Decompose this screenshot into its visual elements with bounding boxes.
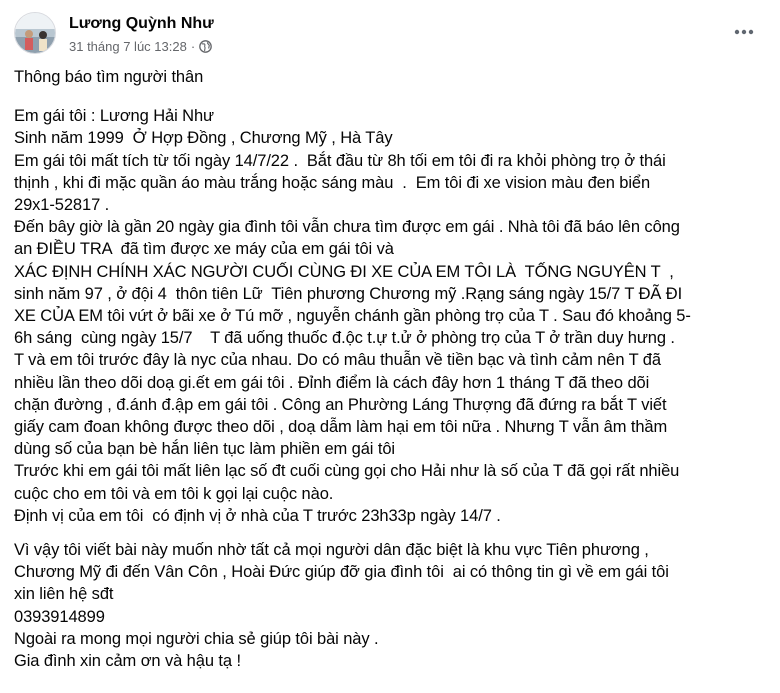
post-body bbox=[14, 66, 766, 672]
post-timestamp[interactable]: 31 tháng 7 lúc 13:28 bbox=[69, 39, 187, 54]
post-line: 29x1-52817 . bbox=[14, 196, 110, 215]
post-line: xin liên hệ sđt bbox=[14, 585, 114, 604]
phone-number[interactable]: 0393914899 bbox=[14, 607, 105, 626]
post-header bbox=[14, 12, 766, 58]
more-options-icon[interactable] bbox=[732, 20, 756, 44]
post-meta bbox=[69, 39, 212, 54]
post-line: XE CỦA EM tôi vứt ở bãi xe ở Tú mỡ , nguyễn chánh gần phòng trọ của T . Sau đó khoảng 5- bbox=[14, 307, 691, 326]
post-line: Thông báo tìm người thân bbox=[14, 68, 204, 86]
post-line: Gia đình xin cảm ơn và hậu tạ ! bbox=[14, 652, 241, 671]
post-line: T và em tôi trước đây là nyc của nhau. Do có mâu thuẫn về tiền bạc và tình cảm nên T đã bbox=[14, 351, 661, 370]
post-line: Đến bây giờ là gần 20 ngày gia đình tôi vẫn chưa tìm được em gái . Nhà tôi đã báo lên công bbox=[14, 218, 680, 237]
author-name[interactable]: Lương Quỳnh Như bbox=[69, 15, 214, 32]
post-line: Chương Mỹ đi đến Vân Côn , Hoài Đức giúp đỡ gia đình tôi ai có thông tin gì về em gái tôi bbox=[14, 563, 669, 582]
globe-icon[interactable] bbox=[199, 40, 212, 53]
post-line: Trước khi em gái tôi mất liên lạc số đt cuối cùng gọi cho Hải như là số của T đã gọi rất nhiều bbox=[14, 462, 680, 481]
post-line: dùng số của bạn bè hắn liên tục làm phiền em gái tôi bbox=[14, 440, 395, 459]
post-line: XÁC ĐỊNH CHÍNH XÁC NGƯỜI CUỐI CÙNG ĐI XE CỦA EM TÔI LÀ TỐNG NGUYÊN T , bbox=[14, 262, 674, 281]
post-line: Định vị của em tôi có định vị ở nhà của T trước 23h33p ngày 14/7 . bbox=[14, 506, 501, 525]
post-line: giấy cam đoan không được theo dõi , doạ dẫm làm hại em tôi nữa . Nhưng T vẫn âm thầm bbox=[14, 418, 668, 437]
post-line: thịnh , khi đi mặc quần áo màu trắng hoặc sáng màu . Em tôi đi xe vision màu đen biển bbox=[14, 173, 651, 192]
post-line: sinh năm 97 , ở đội 4 thôn tiên Lữ Tiên phương Chương mỹ .Rạng sáng ngày 15/7 T ĐÃ ĐI bbox=[14, 284, 683, 303]
post-line: Ngoài ra mong mọi người chia sẻ giúp tôi bài này . bbox=[14, 629, 379, 648]
post-line: Vì vậy tôi viết bài này muốn nhờ tất cả mọi người dân đặc biệt là khu vực Tiên phương , bbox=[14, 541, 649, 560]
post-line: an ĐIỀU TRA đã tìm được xe máy của em gái tôi và bbox=[14, 240, 394, 259]
post-line: chặn đường , đ.ánh đ.ập em gái tôi . Công an Phường Láng Thượng đã đứng ra bắt T viết bbox=[14, 395, 667, 414]
post-line: Sinh năm 1999 Ở Hợp Đồng , Chương Mỹ , Hà Tây bbox=[14, 129, 393, 148]
post-line: cuộc cho em tôi và em tôi k gọi lại cuộc nào. bbox=[14, 484, 334, 503]
meta-separator: · bbox=[190, 39, 196, 54]
avatar[interactable] bbox=[14, 12, 56, 54]
post-line: Em gái tôi : Lương Hải Như bbox=[14, 107, 214, 126]
paragraph-gap bbox=[14, 88, 766, 105]
post-line: Em gái tôi mất tích từ tối ngày 14/7/22 . Bắt đầu từ 8h tối em tôi đi ra khỏi phòng trọ ở thái bbox=[14, 151, 666, 170]
paragraph-gap bbox=[14, 527, 766, 539]
post-line: nhiều lần theo dõi doạ gi.ết em gái tôi . Đỉnh điểm là cách đây hơn 1 tháng T đã theo dõi bbox=[14, 373, 650, 392]
post-line: 6h sáng cùng ngày 15/7 T đã uống thuốc đ.ộc t.ự t.ử ở phòng trọ của T ở trần duy hưng . bbox=[14, 329, 675, 348]
avatar-photo-icon bbox=[15, 13, 56, 54]
